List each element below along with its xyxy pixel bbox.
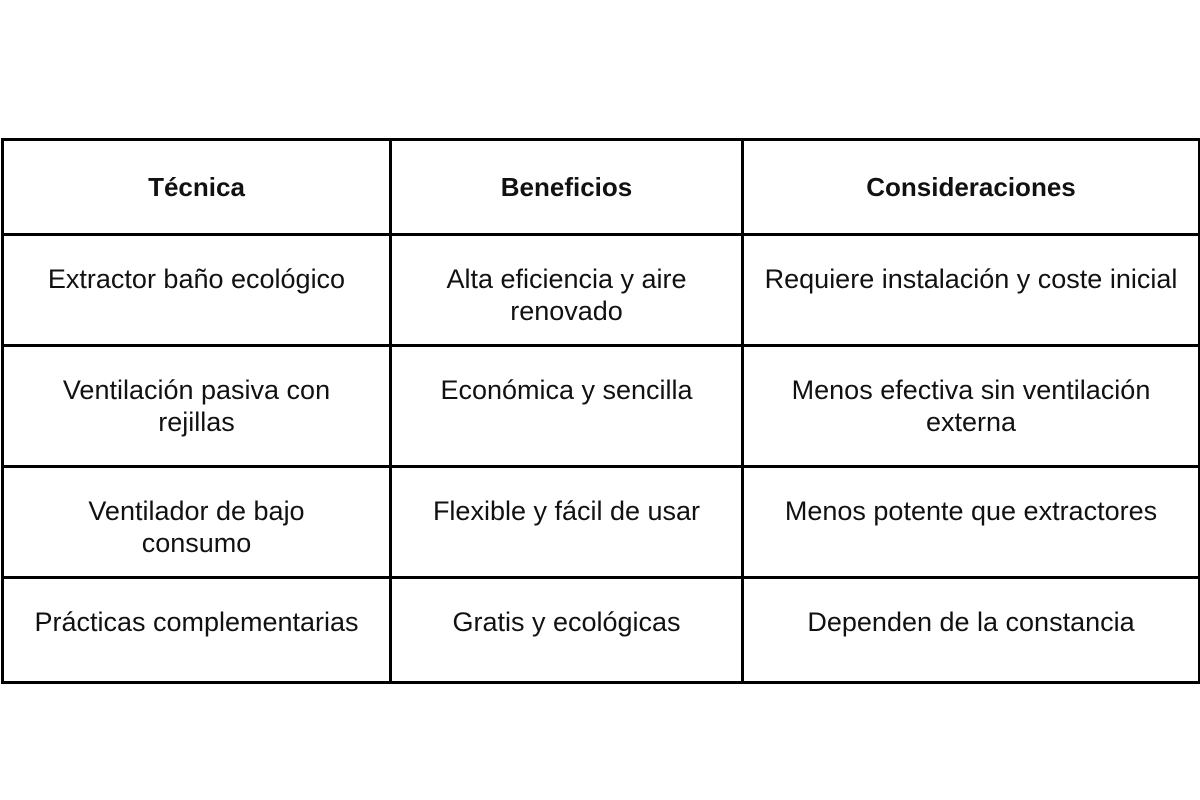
cell-beneficios: Flexible y fácil de usar: [391, 467, 743, 578]
header-consideraciones: Consideraciones: [743, 140, 1200, 235]
cell-beneficios: Económica y sencilla: [391, 346, 743, 467]
cell-consideraciones: Menos potente que extractores: [743, 467, 1200, 578]
cell-beneficios: Gratis y ecológicas: [391, 578, 743, 683]
header-tecnica: Técnica: [3, 140, 391, 235]
table-row: [3, 346, 1200, 467]
comparison-table: [1, 138, 1200, 684]
cell-tecnica: Ventilación pasiva con rejillas: [3, 346, 391, 467]
cell-tecnica: Extractor baño ecológico: [3, 235, 391, 346]
cell-tecnica: Ventilador de bajo consumo: [3, 467, 391, 578]
header-beneficios: Beneficios: [391, 140, 743, 235]
cell-consideraciones: Dependen de la constancia: [743, 578, 1200, 683]
cell-beneficios: Alta eficiencia y aire renovado: [391, 235, 743, 346]
table-row: [3, 467, 1200, 578]
table-row: [3, 235, 1200, 346]
table-row: [3, 578, 1200, 683]
cell-consideraciones: Menos efectiva sin ventilación externa: [743, 346, 1200, 467]
table-header-row: [3, 140, 1200, 235]
cell-consideraciones: Requiere instalación y coste inicial: [743, 235, 1200, 346]
cell-tecnica: Prácticas complementarias: [3, 578, 391, 683]
